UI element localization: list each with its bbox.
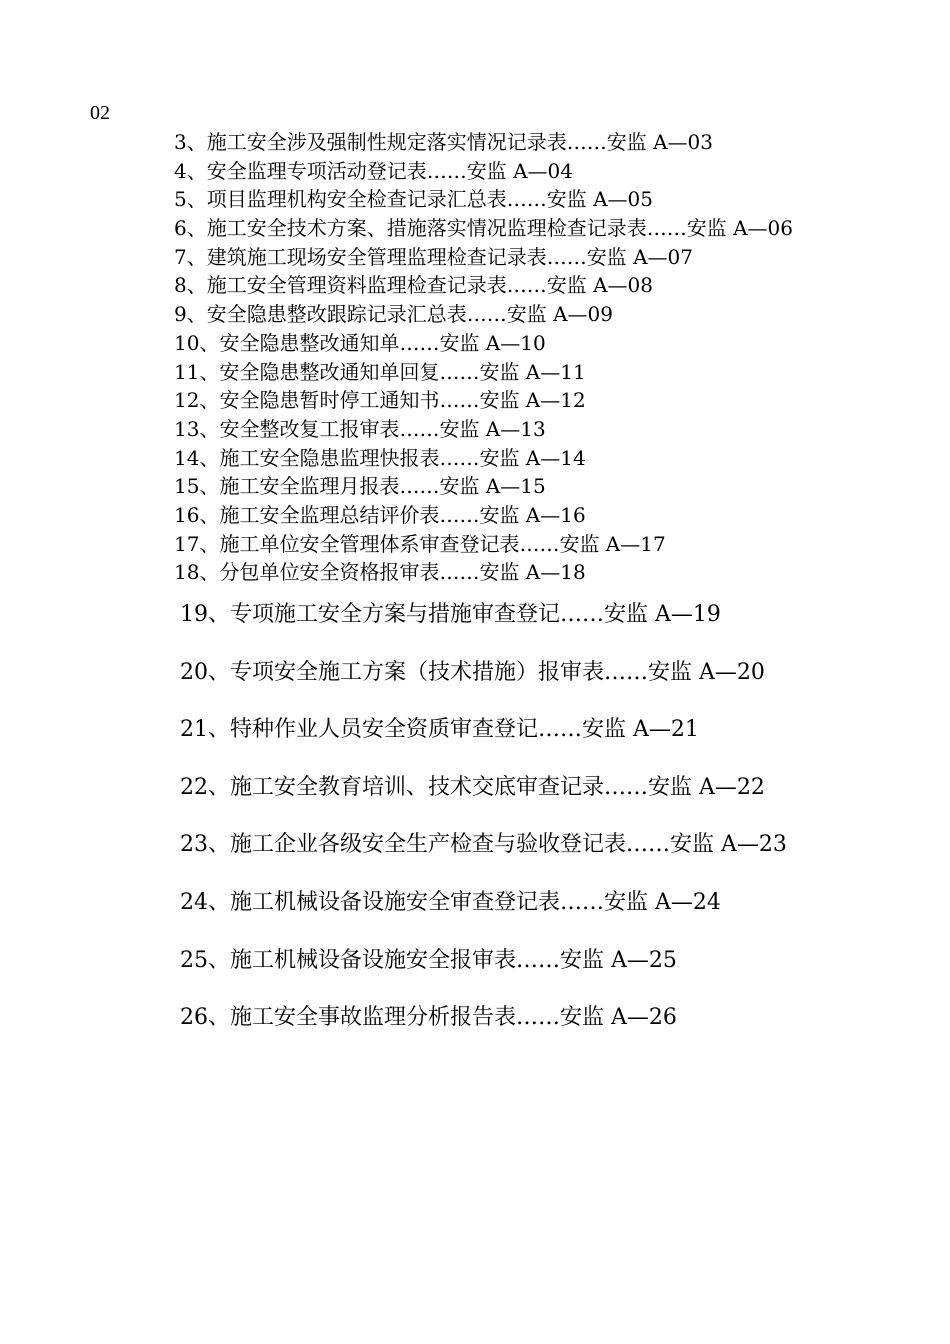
page-number: 02 — [90, 102, 110, 124]
list-item: 12、安全隐患暂时停工通知书……安监 A—12 — [174, 388, 586, 413]
list-item: 24、施工机械设备设施安全审查登记表……安监 A—24 — [180, 889, 721, 915]
list-item: 23、施工企业各级安全生产检查与验收登记表……安监 A—23 — [180, 832, 787, 858]
list-item: 3、施工安全涉及强制性规定落实情况记录表……安监 A—03 — [174, 130, 713, 154]
list-item: 18、分包单位安全资格报审表……安监 A—18 — [174, 560, 586, 585]
list-item: 13、安全整改复工报审表……安监 A—13 — [174, 416, 546, 441]
list-item: 22、施工安全教育培训、技术交底审查记录……安监 A—22 — [180, 774, 765, 800]
list-item: 6、施工安全技术方案、措施落实情况监理检查记录表……安监 A—06 — [174, 216, 793, 241]
list-item: 4、安全监理专项活动登记表……安监 A—04 — [174, 158, 573, 183]
list-item: 11、安全隐患整改通知单回复……安监 A—11 — [174, 359, 586, 384]
document-list-part-1 — [174, 128, 793, 587]
list-item: 19、专项施工安全方案与措施审查登记……安监 A—19 — [180, 602, 721, 627]
document-list-part-2 — [180, 598, 787, 1059]
list-item: 10、安全隐患整改通知单……安监 A—10 — [174, 330, 546, 355]
list-item: 9、安全隐患整改跟踪记录汇总表……安监 A—09 — [174, 302, 613, 327]
list-item: 5、项目监理机构安全检查记录汇总表……安监 A—05 — [174, 187, 653, 212]
list-item: 7、建筑施工现场安全管理监理检查记录表……安监 A—07 — [174, 244, 693, 269]
list-item: 26、施工安全事故监理分析报告表……安监 A—26 — [180, 1005, 677, 1031]
list-item: 25、施工机械设备设施安全报审表……安监 A—25 — [180, 947, 677, 973]
list-item: 17、施工单位安全管理体系审查登记表……安监 A—17 — [174, 531, 666, 556]
list-item: 20、专项安全施工方案（技术措施）报审表……安监 A—20 — [180, 659, 765, 685]
list-item: 15、施工安全监理月报表……安监 A—15 — [174, 474, 546, 499]
list-item: 8、施工安全管理资料监理检查记录表……安监 A—08 — [174, 273, 653, 298]
list-item: 14、施工安全隐患监理快报表……安监 A—14 — [174, 445, 586, 470]
list-item: 16、施工安全监理总结评价表……安监 A—16 — [174, 502, 586, 527]
list-item: 21、特种作业人员安全资质审查登记……安监 A—21 — [180, 717, 699, 743]
